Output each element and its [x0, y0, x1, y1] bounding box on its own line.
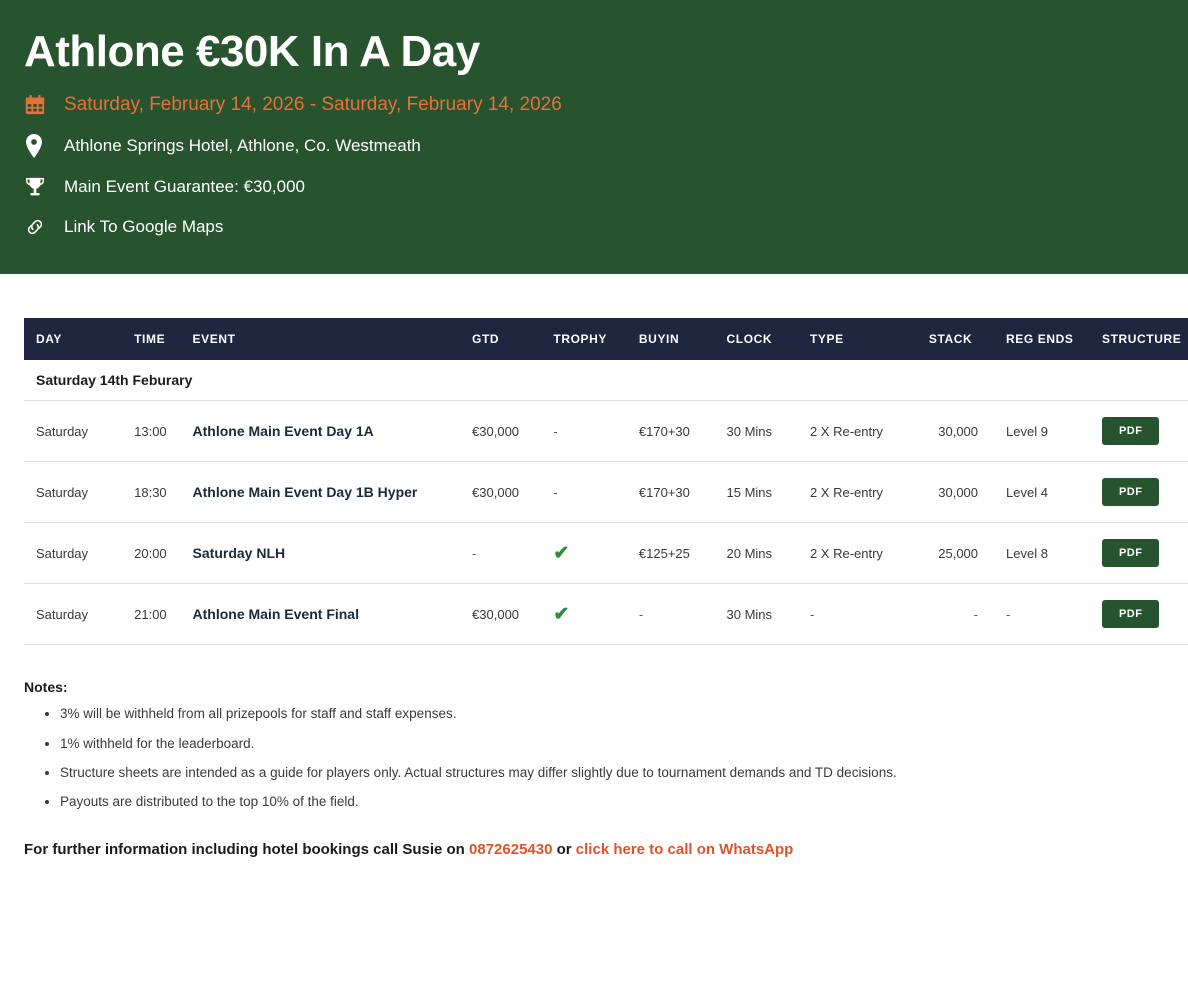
cell-event: Athlone Main Event Day 1B Hyper	[192, 484, 418, 501]
cell-type: 2 X Re-entry	[809, 545, 883, 561]
cell-structure	[1092, 462, 1188, 523]
column-header-gtd: GTD	[462, 318, 543, 360]
contact-prefix-text: For further information including hotel bookings call Susie on	[24, 841, 470, 859]
cell-gtd: €30,000	[472, 423, 520, 439]
cell-stack: 30,000	[938, 423, 979, 439]
cell-reg-ends: Level 4	[1006, 484, 1048, 500]
cell-reg-ends: -	[1006, 606, 1011, 622]
cell-trophy	[543, 523, 629, 584]
cell-gtd: €30,000	[472, 484, 520, 500]
cell-buyin: €125+25	[638, 545, 690, 561]
table-row	[24, 462, 1188, 523]
table-header-row	[24, 318, 1188, 360]
cell-day: Saturday	[36, 606, 89, 622]
cell-gtd: -	[472, 545, 477, 561]
list-item: • 1% withheld for the leaderboard.	[60, 735, 1188, 753]
calendar-icon	[24, 94, 50, 116]
contact-footer	[24, 841, 1164, 858]
google-maps-link-row[interactable]	[24, 216, 1164, 238]
schedule-table-container	[24, 318, 1188, 645]
cell-trophy: -	[553, 423, 558, 439]
notes-title: Notes:	[24, 679, 68, 696]
event-venue: Athlone Springs Hotel, Athlone, Co. Westmeath	[64, 136, 421, 156]
table-row	[24, 584, 1188, 645]
notes-list	[24, 705, 1188, 811]
event-guarantee-line	[24, 176, 1164, 198]
table-group-row	[24, 360, 1188, 401]
event-hero-banner	[0, 0, 1188, 274]
column-header-stack: STACK	[919, 318, 996, 360]
cell-structure	[1092, 523, 1188, 584]
group-label: Saturday 14th Feburary	[36, 372, 193, 389]
column-header-day: DAY	[24, 318, 124, 360]
cell-type: 2 X Re-entry	[809, 423, 883, 439]
column-header-event: EVENT	[183, 318, 463, 360]
cell-gtd: €30,000	[472, 606, 520, 622]
cell-structure	[1092, 584, 1188, 645]
pdf-button[interactable]: PDF	[1102, 539, 1160, 567]
cell-type: -	[809, 606, 815, 622]
cell-time: 13:00	[134, 423, 167, 439]
cell-day: Saturday	[36, 423, 89, 439]
column-header-clock: CLOCK	[717, 318, 800, 360]
cell-buyin: €170+30	[638, 484, 690, 500]
trophy-icon	[24, 176, 50, 198]
column-header-time: TIME	[124, 318, 182, 360]
phone-link[interactable]: 0872625430	[469, 841, 553, 859]
page-title: Athlone €30K In A Day	[24, 27, 480, 76]
cell-clock: 30 Mins	[726, 423, 773, 439]
cell-time: 21:00	[134, 606, 167, 622]
link-icon	[24, 216, 50, 238]
table-row	[24, 523, 1188, 584]
table-header	[24, 318, 1188, 360]
pdf-button[interactable]: PDF	[1102, 600, 1160, 628]
cell-stack: -	[973, 606, 979, 622]
cell-event: Athlone Main Event Day 1A	[192, 423, 374, 440]
trophy-check-icon: ✔	[553, 603, 570, 625]
cell-structure	[1092, 401, 1188, 462]
event-venue-line	[24, 134, 1164, 158]
schedule-table	[24, 318, 1188, 645]
list-item: • Structure sheets are intended as a guide for players only. Actual structures may differ slightly due to tournament demands and TD decisions.	[60, 764, 1188, 782]
event-guarantee: Main Event Guarantee: €30,000	[64, 177, 305, 197]
cell-stack: 30,000	[938, 484, 979, 500]
table-row	[24, 401, 1188, 462]
cell-buyin: -	[638, 606, 644, 622]
cell-buyin: €170+30	[638, 423, 690, 439]
table-body	[24, 360, 1188, 645]
cell-trophy: -	[553, 484, 558, 500]
notes-section	[24, 679, 1188, 811]
cell-reg-ends: Level 9	[1006, 423, 1048, 439]
contact-separator-text: or	[552, 841, 576, 859]
cell-time: 18:30	[134, 484, 167, 500]
list-item: • 3% will be withheld from all prizepools for staff and staff expenses.	[60, 705, 1188, 723]
cell-day: Saturday	[36, 545, 89, 561]
cell-day: Saturday	[36, 484, 89, 500]
column-header-buyin: BUYIN	[629, 318, 717, 360]
cell-clock: 20 Mins	[726, 545, 773, 561]
pdf-button[interactable]: PDF	[1102, 478, 1160, 506]
list-item: • Payouts are distributed to the top 10% of the field.	[60, 793, 1188, 811]
cell-stack: 25,000	[938, 545, 979, 561]
column-header-type: TYPE	[800, 318, 919, 360]
cell-type: 2 X Re-entry	[809, 484, 883, 500]
column-header-structure: STRUCTURE	[1092, 318, 1188, 360]
cell-trophy	[543, 584, 629, 645]
cell-reg-ends: Level 8	[1006, 545, 1048, 561]
event-date-line	[24, 94, 1164, 116]
column-header-trophy: TROPHY	[543, 318, 629, 360]
cell-event: Saturday NLH	[192, 545, 286, 562]
cell-clock: 15 Mins	[726, 484, 773, 500]
google-maps-link[interactable]: Link To Google Maps	[64, 217, 224, 237]
event-date-range: Saturday, February 14, 2026 - Saturday, February 14, 2026	[64, 94, 562, 116]
cell-clock: 30 Mins	[726, 606, 773, 622]
pdf-button[interactable]: PDF	[1102, 417, 1160, 445]
cell-event: Athlone Main Event Final	[192, 606, 359, 623]
column-header-reg-ends: REG ENDS	[996, 318, 1092, 360]
cell-time: 20:00	[134, 545, 167, 561]
trophy-check-icon: ✔	[553, 542, 570, 564]
whatsapp-link[interactable]: click here to call on WhatsApp	[575, 841, 794, 859]
location-pin-icon	[24, 134, 50, 158]
